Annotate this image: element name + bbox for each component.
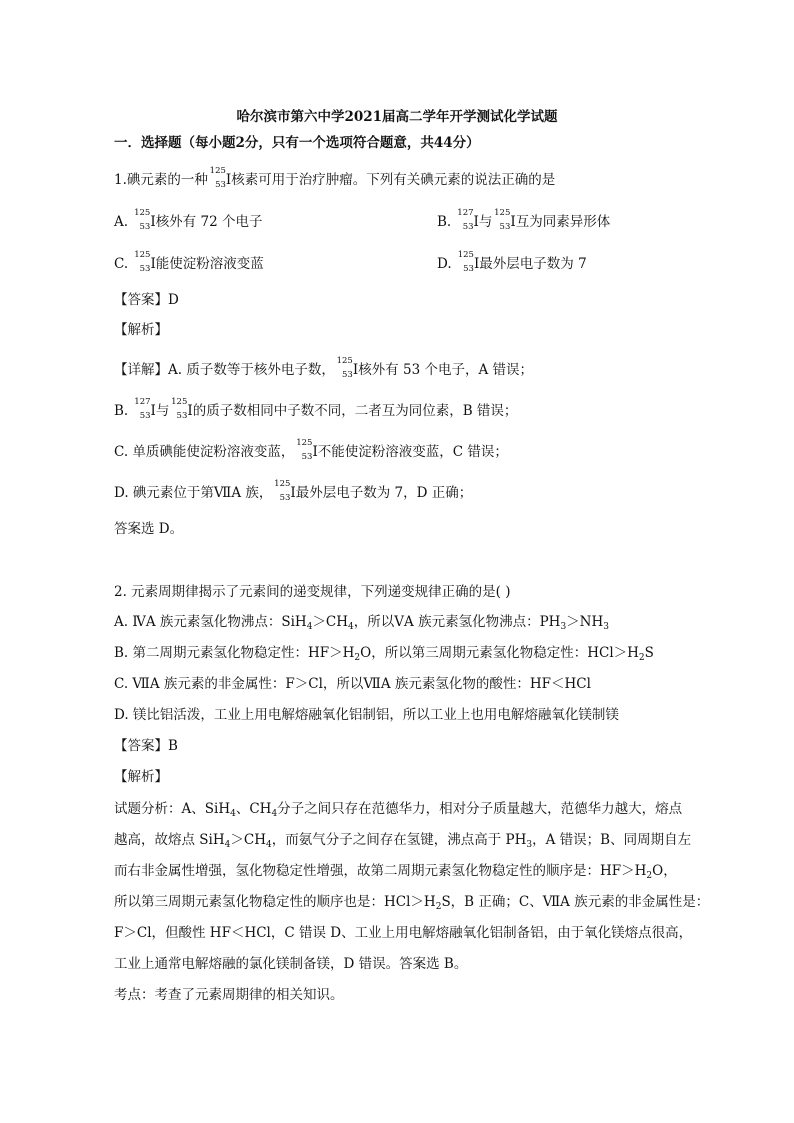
q1-option-c bbox=[114, 250, 264, 274]
text-run: 【详解】A. 质子数等于核外电子数， bbox=[114, 362, 335, 378]
text-run: I bbox=[312, 444, 318, 460]
text-run: S bbox=[644, 645, 654, 661]
isotope-notation bbox=[336, 356, 353, 380]
q2-option-b bbox=[114, 644, 654, 667]
q2-analysis-line-3 bbox=[114, 862, 677, 885]
q2-option-d: D. 镁比铝活泼，工业上用电解熔融氧化铝制铝，所以工业上也用电解熔融氧化镁制镁 bbox=[114, 707, 619, 723]
text-run: 1.碘元素的一种 bbox=[114, 172, 208, 188]
q2-analysis-line-4 bbox=[114, 893, 709, 916]
q2-analysis-line-5: F＞Cl，但酸性 HF＜HCl，C 错误 D、工业上用电解熔融氧化铝制备铝，由于氧化镁熔点很高， bbox=[114, 925, 693, 941]
q1-answer: 【答案】D bbox=[114, 292, 179, 308]
q1-detail-c bbox=[114, 438, 508, 462]
text-run: I bbox=[150, 256, 156, 272]
subscript: 3 bbox=[526, 840, 533, 850]
text-run: ，A 错误；B、同周期自左 bbox=[532, 832, 692, 848]
q2-analysis-label: 【解析】 bbox=[114, 769, 168, 785]
text-run: B. bbox=[437, 214, 452, 230]
text-run: D. bbox=[437, 256, 452, 272]
text-run: 能使淀粉溶液变蓝 bbox=[155, 256, 264, 272]
q2-analysis-line-1 bbox=[114, 800, 682, 823]
mass-number: 125 bbox=[296, 438, 313, 448]
text-run: I bbox=[473, 256, 480, 272]
text-run: O， bbox=[652, 863, 677, 879]
text-run: 核外有 72 个电子 bbox=[155, 214, 263, 230]
text-run: 的质子数相同中子数不同，二者互为同位素，B 错误； bbox=[192, 403, 518, 419]
q1-detail-d bbox=[114, 479, 473, 503]
subscript: 2 bbox=[638, 653, 645, 663]
text-run: C. 单质碘能使淀粉溶液变蓝， bbox=[114, 444, 295, 460]
text-run: 不能使淀粉溶液变蓝，C 错误； bbox=[317, 444, 508, 460]
q2-option-c: C. ⅦA 族元素的非金属性：F＞Cl，所以ⅦA 族元素氢化物的酸性：HF＜HCl bbox=[114, 676, 591, 692]
subscript: 2 bbox=[646, 871, 653, 881]
page-title: 哈尔滨市第六中学2021届高二学年开学测试化学试题 bbox=[236, 109, 558, 125]
atomic-number: 53 bbox=[139, 222, 151, 232]
subscript: 2 bbox=[354, 653, 361, 663]
mass-number: 125 bbox=[209, 166, 226, 176]
atomic-number: 53 bbox=[342, 370, 353, 380]
text-run: I bbox=[150, 214, 156, 230]
q2-analysis-line-6: 工业上通常电解熔融的氯化镁制备镁，D 错误。答案选 B。 bbox=[114, 956, 468, 972]
isotope-notation bbox=[134, 397, 151, 421]
text-run: ＞CH bbox=[230, 832, 266, 848]
mass-number: 125 bbox=[274, 479, 291, 489]
atomic-number: 53 bbox=[139, 264, 151, 274]
q1-stem bbox=[114, 166, 556, 190]
mass-number: 125 bbox=[134, 208, 151, 218]
text-run: 与 bbox=[155, 403, 170, 419]
q1-option-b bbox=[437, 208, 611, 232]
text-run: D. 碘元素位于第ⅦA 族， bbox=[114, 485, 273, 501]
section-heading: 一．选择题（每小题2分，只有一个选项符合题意，共44分） bbox=[114, 135, 480, 151]
subscript: 3 bbox=[560, 622, 567, 632]
text-run: 最外层电子数为 7 bbox=[479, 256, 587, 272]
mass-number: 127 bbox=[134, 397, 151, 407]
q1-detail-b bbox=[114, 397, 518, 421]
text-run: ＞CH bbox=[312, 614, 349, 630]
text-run: ，所以ⅤA 族元素氢化物沸点：PH bbox=[353, 614, 561, 630]
text-run: 试题分析：A、SiH bbox=[114, 801, 231, 817]
subscript: 4 bbox=[271, 809, 278, 819]
text-run: 互为同素异形体 bbox=[515, 214, 611, 230]
text-run: A. bbox=[114, 214, 129, 230]
isotope-notation bbox=[493, 208, 511, 232]
text-run: I bbox=[290, 485, 296, 501]
mass-number: 127 bbox=[457, 208, 474, 218]
subscript: 3 bbox=[603, 622, 609, 632]
text-run: I bbox=[225, 172, 232, 188]
mass-number: 125 bbox=[494, 208, 511, 218]
text-run: B. bbox=[114, 403, 129, 419]
text-run: 核外有 53 个电子，A 错误； bbox=[358, 362, 533, 378]
q2-option-a bbox=[114, 613, 609, 636]
mass-number: 125 bbox=[171, 397, 188, 407]
subscript: 4 bbox=[306, 622, 313, 632]
q1-conclusion: 答案选 D。 bbox=[114, 521, 184, 537]
text-run: 而右非金属性增强，氢化物稳定性增强，故第二周期元素氢化物稳定性的顺序是：HF＞H bbox=[114, 863, 647, 879]
subscript: 2 bbox=[435, 902, 442, 912]
text-run: 分子之间只存在范德华力，相对分子质量越大，范德华力越大，熔点 bbox=[277, 801, 683, 817]
q1-option-a bbox=[114, 208, 263, 232]
text-run: ＞NH bbox=[566, 614, 604, 630]
text-run: O，所以第三周期元素氢化物稳定性：HCl＞H bbox=[360, 645, 639, 661]
text-run: 与 bbox=[478, 214, 493, 230]
text-run: B. 第二周期元素氢化物稳定性：HF＞H bbox=[114, 645, 355, 661]
q2-kaodian: 考点：考查了元素周期律的相关知识。 bbox=[114, 987, 344, 1003]
text-run: I bbox=[150, 403, 156, 419]
text-run: 、CH bbox=[235, 801, 272, 817]
text-run: 所以第三周期元素氢化物稳定性的顺序也是：HCl＞H bbox=[114, 894, 436, 910]
q2-answer: 【答案】B bbox=[114, 738, 178, 754]
text-run: 最外层电子数为 7，D 正确； bbox=[295, 485, 473, 501]
subscript: 4 bbox=[224, 840, 231, 850]
atomic-number: 53 bbox=[139, 411, 151, 421]
text-run: S，B 正确；C、ⅦA 族元素的非金属性是： bbox=[441, 894, 710, 910]
isotope-notation bbox=[133, 208, 151, 232]
mass-number: 125 bbox=[457, 250, 474, 260]
text-run: I bbox=[473, 214, 479, 230]
q1-analysis-label: 【解析】 bbox=[114, 322, 168, 338]
mass-number: 125 bbox=[134, 250, 151, 260]
text-run: I bbox=[187, 403, 193, 419]
mass-number: 125 bbox=[336, 356, 353, 366]
text-run: ，而氨气分子之间存在氢键，沸点高于 PH bbox=[271, 832, 527, 848]
atomic-number: 53 bbox=[215, 180, 226, 190]
subscript: 4 bbox=[348, 622, 354, 632]
q1-option-d bbox=[437, 250, 587, 274]
atomic-number: 53 bbox=[463, 264, 474, 274]
isotope-notation bbox=[170, 397, 188, 421]
text-run: I bbox=[510, 214, 516, 230]
isotope-notation bbox=[273, 479, 291, 503]
q2-analysis-line-2 bbox=[114, 831, 691, 854]
text-run: 越高，故熔点 SiH bbox=[114, 832, 225, 848]
subscript: 4 bbox=[230, 809, 236, 819]
isotope-notation bbox=[295, 438, 313, 462]
atomic-number: 53 bbox=[176, 411, 188, 421]
text-run: I bbox=[352, 362, 359, 378]
atomic-number: 53 bbox=[462, 222, 474, 232]
q2-stem: 2. 元素周期律揭示了元素间的递变规律，下列递变规律正确的是( ) bbox=[114, 584, 511, 600]
isotope-notation bbox=[457, 208, 474, 232]
text-run: C. bbox=[114, 256, 129, 272]
isotope-i125 bbox=[209, 166, 226, 190]
text-run: A. ⅣA 族元素氢化物沸点：SiH bbox=[114, 614, 307, 630]
atomic-number: 53 bbox=[279, 493, 291, 503]
atomic-number: 53 bbox=[499, 222, 511, 232]
q1-detail-a bbox=[114, 356, 533, 380]
isotope-notation bbox=[457, 250, 474, 274]
text-run: 核素可用于治疗肿瘤。下列有关碘元素的说法正确的是 bbox=[231, 172, 556, 188]
subscript: 4 bbox=[265, 840, 272, 850]
atomic-number: 53 bbox=[301, 452, 313, 462]
isotope-notation bbox=[133, 250, 151, 274]
